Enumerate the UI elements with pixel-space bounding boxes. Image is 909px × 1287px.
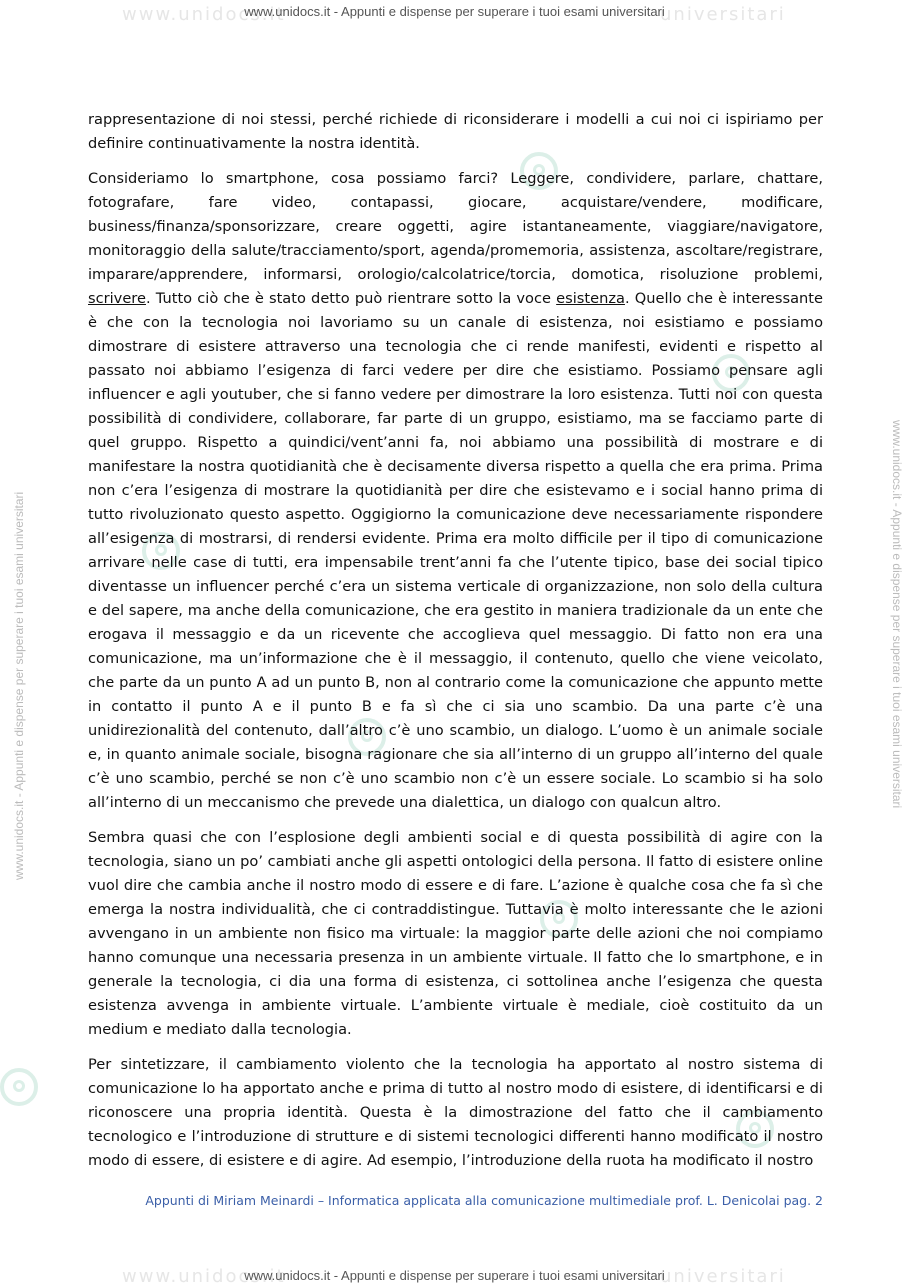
page-footer: Appunti di Miriam Meinardi – Informatica applicata alla comunicazione multimediale prof. L. Denicolai pag. 2 <box>145 1193 823 1208</box>
right-side-watermark <box>869 0 909 1286</box>
underlined-term: esistenza <box>556 290 625 307</box>
paragraph-text: Per sintetizzare, il cambiamento violento che la tecnologia ha apportato al nostro sistema di comunicazione lo ha apportato anche e prima di tutto al nostro modo di esistere, di identificarsi e di riconoscere una propria identità. Questa è la dimostrazione del fatto che il cambiamento tecnologico e l’introduzione di strutture e di sistemi tecnologici differenti hanno modificato il nostro modo di essere, di esistere e di agire. Ad esempio, l’introduzione della ruota ha modificato il nostro <box>88 1056 823 1169</box>
banner-ghost-right: universitari <box>660 1266 786 1287</box>
banner-ghost-left: www.unidocs.it <box>122 1266 286 1287</box>
banner-ghost-left: www.unidocs.it <box>122 4 286 25</box>
document-body <box>88 108 823 1184</box>
paragraph-text: Sembra quasi che con l’esplosione degli ambienti social e di questa possibilità di agire con la tecnologia, siano un po’ cambiati anche gli aspetti ontologici della persona. Il fatto di esistere online vuol dire che cambia anche il nostro modo di essere e di fare. L’azione è qualche cosa che fa sì che emerga la nostra individualità, che ci contraddistingue. Tuttavia è molto interessante che le azioni avvengano in un ambiente non fisico ma virtuale: la maggior parte delle azioni che noi compiamo hanno comunque una necessaria presenza in un ambiente virtuale. Il fatto che lo smartphone, e in generale la tecnologia, ci dia una forma di esistenza, ci sottolinea anche l’esigenza che questa esistenza avvenga in ambiente virtuale. L’ambiente virtuale è mediale, cioè costituito da un medium e mediato dalla tecnologia. <box>88 829 823 1038</box>
paragraph <box>88 1053 823 1173</box>
bottom-banner-text: www.unidocs.it - Appunti e dispense per superare i tuoi esami universitari <box>244 1268 665 1283</box>
right-side-watermark-text: www.unidocs.it - Appunti e dispense per superare i tuoi esami universitari <box>890 420 904 809</box>
paragraph-text: . Quello che è interessante è che con la tecnologia noi lavoriamo su un canale di esistenza, noi esistiamo e possiamo dimostrare di esistere attraverso una tecnologia che ci rende manifesti, evidenti e rispetto al passato noi abbiamo l’esigenza di farci vedere per dire che esistiamo. Possiamo pensare agli influencer e agli youtuber, che si fanno vedere per dimostrare la loro esistenza. Tutti noi con questa possibilità di condividere, collaborare, far parte di un gruppo, esistiamo, ma se facciamo parte di quel gruppo. Rispetto a quindici/vent’anni fa, noi abbiamo una possibilità di mostrare e di manifestare la nostra quotidianità che è decisamente diversa rispetto a quella che era prima. Prima non c’era l’esigenza di mostrare la quotidianità per dire che esistevamo e i social hanno prima di tutto rivoluzionato questo aspetto. Oggigiorno la comunicazione deve necessariamente rispondere all’esigenza di mostrarsi, di rendersi evidente. Prima era molto difficile per il tipo di comunicazione arrivare nelle case di tutti, era impensabile trent’anni fa che l’utente tipico, base dei social tipico diventasse un influencer perché c’era un sistema verticale di organizzazione, non solo della cultura e del sapere, ma anche della comunicazione, che era gestito in maniera tradizionale da un ente che erogava il messaggio e da un ricevente che accoglieva quel messaggio. Di fatto non era una comunicazione, ma un’informazione che è il messaggio, il contenuto, quello che viene veicolato, che parte da un punto A ad un punto B, non al contrario come la comunicazione che appunto mette in contatto il punto A e il punto B e fa sì che ci sia uno scambio. Da una parte c’è una unidirezionalità del contenuto, dall’altro c’è uno scambio, un dialogo. L’uomo è un animale sociale e, in quanto animale sociale, bisogna ragionare che sia all’interno di un gruppo all’interno del quale c’è uno scambio, perché se non c’è uno scambio non c’è un essere sociale. Lo scambio si ha solo all’interno di un meccanismo che prevede una dialettica, un dialogo con qualcun altro. <box>88 290 823 811</box>
watermark-logo-icon <box>0 1068 38 1106</box>
paragraph <box>88 826 823 1042</box>
paragraph-text: Consideriamo lo smartphone, cosa possiamo farci? Leggere, condividere, parlare, chattare, fotografare, fare video, contapassi, giocare, acquistare/vendere, modificare, business/finanza/sponsorizzare, creare oggetti, agire istantaneamente, viaggiare/navigatore, monitoraggio della salute/tracciamento/sport, agenda/promemoria, assistenza, ascoltare/registrare, imparare/apprendere, informarsi, orologio/calcolatrice/torcia, domotica, risoluzione problemi, <box>88 170 823 283</box>
banner-ghost-right: universitari <box>660 4 786 25</box>
underlined-term: scrivere <box>88 290 146 307</box>
top-banner-text: www.unidocs.it - Appunti e dispense per superare i tuoi esami universitari <box>244 4 665 19</box>
paragraph <box>88 167 823 815</box>
left-side-watermark-text: www.unidocs.it - Appunti e dispense per superare i tuoi esami universitari <box>12 491 26 880</box>
paragraph <box>88 108 823 156</box>
paragraph-text: rappresentazione di noi stessi, perché richiede di riconsiderare i modelli a cui noi ci ispiriamo per definire continuativamente la nostra identità. <box>88 111 823 152</box>
paragraph-text: . Tutto ciò che è stato detto può rientrare sotto la voce <box>145 290 557 307</box>
